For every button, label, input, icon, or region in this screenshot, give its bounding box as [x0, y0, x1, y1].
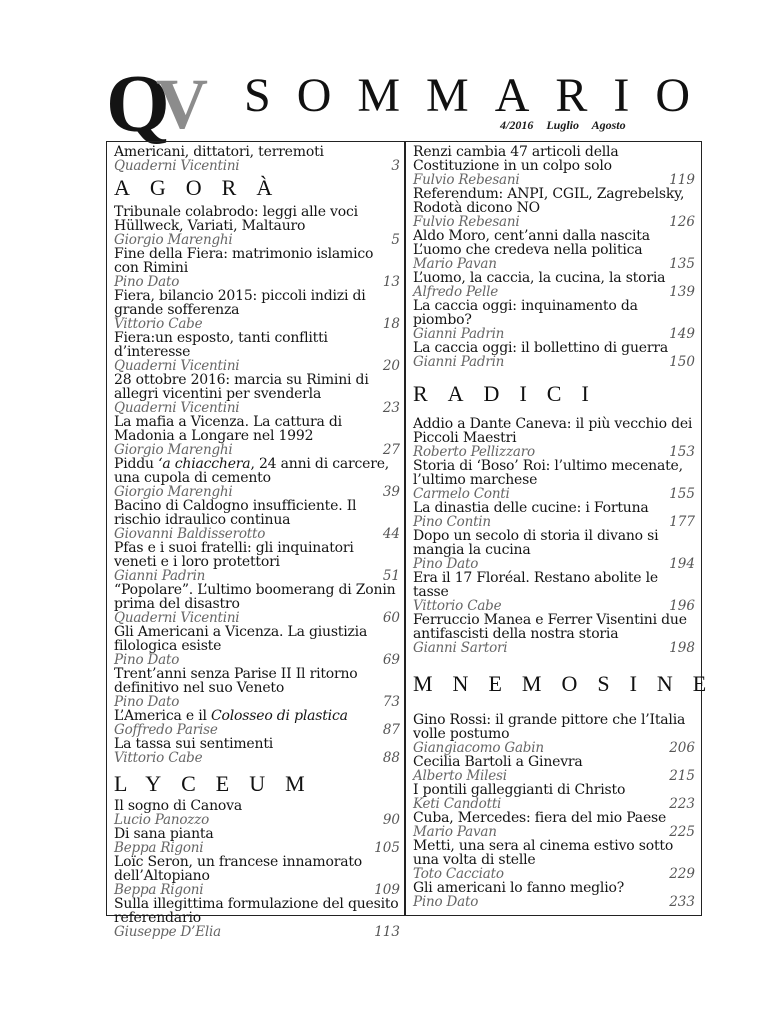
logo-letter-v: V	[156, 64, 208, 144]
entry-author: Beppa Rigoni	[114, 882, 204, 898]
toc-entry[interactable]	[413, 501, 695, 529]
toc-entry[interactable]	[114, 415, 400, 457]
entry-author: Vittorio Cabe	[114, 316, 203, 332]
toc-entry[interactable]	[114, 709, 400, 737]
entry-page-number: 69	[382, 652, 400, 668]
entry-title: Cecilia Bartoli a Ginevra	[413, 754, 583, 770]
entry-page-number: 73	[382, 694, 400, 710]
entry-author: Giovanni Baldisserotto	[114, 526, 266, 542]
entry-author: Giangiacomo Gabin	[413, 740, 544, 756]
entry-title: Addio a Dante Caneva: il più vecchio dei Piccoli Maestri	[413, 416, 693, 446]
entry-page-number: 18	[382, 316, 400, 332]
entry-title: La tassa sui sentimenti	[114, 736, 274, 752]
entry-page-number: 109	[374, 882, 400, 898]
toc-entry[interactable]	[413, 299, 695, 341]
entry-page-number: 196	[669, 598, 695, 614]
entry-author: Giorgio Marenghi	[114, 232, 233, 248]
toc-entry[interactable]	[114, 827, 400, 855]
entry-title	[114, 457, 400, 485]
toc-entry[interactable]	[114, 205, 400, 247]
logo-letter-q: Q	[106, 58, 164, 149]
entry-page-number: 153	[669, 444, 695, 460]
entry-page-number: 39	[382, 484, 400, 500]
entry-page-number: 27	[382, 442, 400, 458]
entry-title: Tribunale colabrodo: leggi alle voci Hüllweck, Variati, Maltauro	[114, 204, 358, 234]
toc-entry[interactable]	[413, 229, 695, 271]
entry-page-number: 223	[669, 796, 695, 812]
toc-entry[interactable]	[114, 145, 400, 173]
entry-author: Goffredo Parise	[114, 722, 218, 738]
entry-title: Il sogno di Canova	[114, 798, 242, 814]
entry-page-number: 139	[669, 284, 695, 300]
left-intro-list	[114, 145, 400, 173]
entry-title: Fiera, bilancio 2015: piccoli indizi di grande sofferenza	[114, 288, 366, 318]
entry-title: Renzi cambia 47 articoli della Costituzione in un colpo solo	[413, 144, 619, 174]
entry-author: Lucio Panozzo	[114, 812, 210, 828]
entry-author: Beppa Rigoni	[114, 840, 204, 856]
entry-page-number: 20	[382, 358, 400, 374]
entry-page-number: 177	[669, 514, 695, 530]
column-divider	[404, 141, 406, 916]
entry-title: Metti, una sera al cinema estivo sotto una volta di stelle	[413, 838, 674, 868]
entry-page-number: 60	[382, 610, 400, 626]
entry-author: Quaderni Vicentini	[114, 610, 240, 626]
issue-month-2: Agosto	[591, 118, 626, 132]
entry-title: La dinastia delle cucine: i Fortuna	[413, 500, 649, 516]
entry-page-number: 5	[391, 232, 400, 248]
toc-entry[interactable]	[413, 187, 695, 229]
toc-entry[interactable]	[114, 799, 400, 827]
entry-page-number: 13	[382, 274, 400, 290]
entry-page-number: 113	[374, 924, 400, 940]
entry-title-text: Piddu	[114, 456, 159, 472]
entry-title: Aldo Moro, cent’anni dalla nascita L’uomo che credeva nella politica	[413, 228, 650, 258]
toc-entry[interactable]	[114, 331, 400, 373]
entry-author: Keti Candotti	[413, 796, 502, 812]
entry-title: Ferruccio Manea e Ferrer Visentini due antifascisti della nostra storia	[413, 612, 687, 642]
issue-info	[500, 118, 626, 133]
section-heading-radici: RADICI	[413, 381, 609, 406]
entry-title: La caccia oggi: il bollettino di guerra	[413, 340, 668, 356]
entry-author: Pino Dato	[114, 652, 180, 668]
entry-page-number: 149	[669, 326, 695, 342]
entry-author: Gianni Padrin	[413, 354, 505, 370]
toc-entry[interactable]	[413, 881, 695, 909]
entry-page-number: 51	[382, 568, 400, 584]
lyceum-list	[114, 799, 400, 939]
toc-entry[interactable]	[114, 667, 400, 709]
entry-title: Trent’anni senza Parise II Il ritorno definitivo nel suo Veneto	[114, 666, 358, 696]
section-heading-lyceum: LYCEUM	[114, 771, 325, 796]
entry-author: Quaderni Vicentini	[114, 400, 240, 416]
agora-list	[114, 205, 400, 765]
entry-page-number: 87	[382, 722, 400, 738]
entry-title: Di sana pianta	[114, 826, 214, 842]
entry-page-number: 215	[669, 768, 695, 784]
toc-entry[interactable]	[413, 613, 695, 655]
entry-title: Cuba, Mercedes: fiera del mio Paese	[413, 810, 667, 826]
toc-entry[interactable]	[413, 839, 695, 881]
issue-month-1: Luglio	[546, 118, 580, 132]
entry-title: 28 ottobre 2016: marcia su Rimini di allegri vicentini per svenderla	[114, 372, 369, 402]
entry-author: Gianni Sartori	[413, 640, 508, 656]
entry-author: Giorgio Marenghi	[114, 484, 233, 500]
entry-title-italic: ‘a chiacchera	[158, 456, 251, 472]
entry-page-number: 23	[382, 400, 400, 416]
toc-entry[interactable]	[114, 373, 400, 415]
entry-author: Quaderni Vicentini	[114, 358, 240, 374]
entry-title: Fine della Fiera: matrimonio islamico con Rimini	[114, 246, 374, 276]
entry-title: Bacino di Caldogno insufficiente. Il rischio idraulico continua	[114, 498, 357, 528]
entry-author: Mario Pavan	[413, 824, 497, 840]
entry-author: Mario Pavan	[413, 256, 497, 272]
entry-author: Fulvio Rebesani	[413, 214, 520, 230]
entry-title: Fiera:un esposto, tanti conflitti d’interesse	[114, 330, 328, 360]
entry-author: Roberto Pellizzaro	[413, 444, 535, 460]
entry-page-number: 88	[382, 750, 400, 766]
section-heading-mnemosine: MNEMOSINE	[413, 671, 727, 696]
toc-entry[interactable]	[413, 811, 695, 839]
entry-author: Gianni Padrin	[114, 568, 206, 584]
entry-author: Carmelo Conti	[413, 486, 510, 502]
entry-author: Alberto Milesi	[413, 768, 507, 784]
entry-title: I pontili galleggianti di Christo	[413, 782, 626, 798]
right-intro-list	[413, 145, 695, 369]
issue-number: 4/2016	[500, 118, 534, 132]
entry-title: Gli Americani a Vicenza. La giustizia filologica esiste	[114, 624, 368, 654]
entry-title-text: L’America e il	[114, 708, 212, 724]
toc-entry[interactable]	[413, 783, 695, 811]
section-heading-agora: AGORÀ	[114, 175, 293, 200]
entry-title: Referendum: ANPI, CGIL, Zagrebelsky, Rodotà dicono NO	[413, 186, 685, 216]
entry-author: Vittorio Cabe	[114, 750, 203, 766]
left-column	[114, 145, 400, 939]
entry-page-number: 44	[382, 526, 400, 542]
right-column	[413, 144, 727, 910]
toc-entry[interactable]	[114, 247, 400, 289]
entry-title: Gino Rossi: il grande pittore che l’Italia volle postumo	[413, 712, 686, 742]
toc-entry[interactable]	[114, 289, 400, 331]
entry-title: L’uomo, la caccia, la cucina, la storia	[413, 270, 666, 286]
entry-title: La mafia a Vicenza. La cattura di Madonia a Longare nel 1992	[114, 414, 342, 444]
entry-title: Dopo un secolo di storia il divano si mangia la cucina	[413, 528, 659, 558]
entry-title: Era il 17 Floréal. Restano abolite le tasse	[413, 570, 658, 600]
entry-author: Pino Contin	[413, 514, 491, 530]
toc-entry[interactable]	[114, 583, 400, 625]
entry-title: Storia di ‘Boso’ Roi: l’ultimo mecenate, l’ultimo marchese	[413, 458, 683, 488]
entry-page-number: 194	[669, 556, 695, 572]
toc-entry[interactable]	[114, 737, 400, 765]
entry-page-number: 119	[669, 172, 695, 188]
entry-title: “Popolare”. L’ultimo boomerang di Zonin prima del disastro	[114, 582, 396, 612]
entry-author: Pino Dato	[413, 894, 479, 910]
toc-entry[interactable]	[413, 571, 695, 613]
entry-title	[114, 709, 400, 723]
entry-author: Gianni Padrin	[413, 326, 505, 342]
entry-author: Toto Cacciato	[413, 866, 504, 882]
entry-page-number: 150	[669, 354, 695, 370]
toc-entry[interactable]	[413, 755, 695, 783]
entry-page-number: 135	[669, 256, 695, 272]
entry-title-text: , 24 anni di carcere, una cupola di cemento	[114, 456, 390, 486]
entry-page-number: 155	[669, 486, 695, 502]
toc-entry[interactable]	[114, 499, 400, 541]
toc-entry[interactable]	[413, 713, 695, 755]
toc-entry[interactable]	[413, 145, 695, 187]
radici-list	[413, 417, 695, 655]
toc-entry[interactable]	[413, 341, 695, 369]
entry-page-number: 3	[391, 158, 400, 174]
entry-author: Giorgio Marenghi	[114, 442, 233, 458]
toc-entry[interactable]	[413, 529, 695, 571]
toc-entry[interactable]	[114, 457, 400, 499]
entry-author: Quaderni Vicentini	[114, 158, 240, 174]
entry-author: Alfredo Pelle	[413, 284, 499, 300]
entry-page-number: 90	[382, 812, 400, 828]
mnemosine-list	[413, 713, 695, 909]
entry-title: Gli americani lo fanno meglio?	[413, 880, 625, 896]
entry-page-number: 233	[669, 894, 695, 910]
entry-page-number: 225	[669, 824, 695, 840]
entry-author: Vittorio Cabe	[413, 598, 502, 614]
entry-title: La caccia oggi: inquinamento da piombo?	[413, 298, 638, 328]
entry-title: Pfas e i suoi fratelli: gli inquinatori veneti e i loro protettori	[114, 540, 354, 570]
entry-title: Loïc Seron, un francese innamorato dell’Altopiano	[114, 854, 363, 884]
entry-page-number: 229	[669, 866, 695, 882]
toc-entry[interactable]	[114, 625, 400, 667]
entry-page-number: 105	[374, 840, 400, 856]
entry-author: Pino Dato	[114, 694, 180, 710]
toc-entry[interactable]	[413, 459, 695, 501]
entry-title: Sulla illegittima formulazione del quesito referendario	[114, 896, 399, 926]
entry-page-number: 126	[669, 214, 695, 230]
entry-title: Americani, dittatori, terremoti	[114, 144, 324, 160]
entry-author: Pino Dato	[114, 274, 180, 290]
toc-entry[interactable]	[114, 897, 400, 939]
toc-entry[interactable]	[413, 417, 695, 459]
entry-title-italic: Colosseo di plastica	[211, 708, 348, 724]
entry-page-number: 198	[669, 640, 695, 656]
entry-page-number: 206	[669, 740, 695, 756]
toc-entry[interactable]	[114, 855, 400, 897]
entry-author: Fulvio Rebesani	[413, 172, 520, 188]
toc-entry[interactable]	[114, 541, 400, 583]
entry-author: Pino Dato	[413, 556, 479, 572]
entry-author: Giuseppe D’Elia	[114, 924, 221, 940]
page-title: SOMMARIO	[244, 69, 717, 122]
toc-entry[interactable]	[413, 271, 695, 299]
